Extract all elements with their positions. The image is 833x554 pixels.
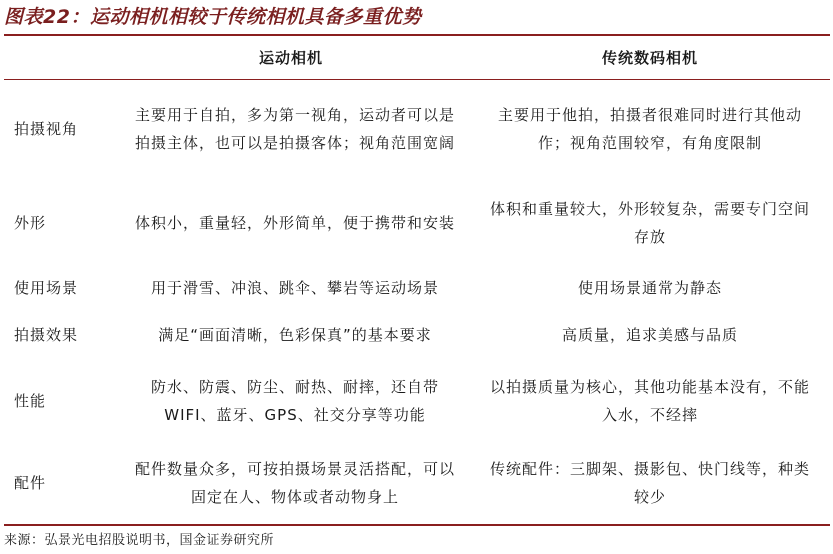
sport-cell	[112, 310, 470, 360]
header-label	[4, 36, 112, 79]
table-row	[4, 310, 830, 360]
sport-cell	[112, 360, 470, 442]
figure-title: 图表22：运动相机相较于传统相机具备多重优势	[4, 6, 422, 28]
traditional-cell	[470, 442, 830, 524]
traditional-cell	[470, 360, 830, 442]
row-label: 拍摄视角	[14, 120, 79, 138]
bottom-rule	[4, 524, 830, 526]
sport-cell	[112, 179, 470, 266]
traditional-cell	[470, 310, 830, 360]
comparison-table	[4, 36, 830, 524]
sport-text: 满足“画面清晰，色彩保真”的基本要求	[158, 326, 432, 344]
table-row	[4, 179, 830, 266]
sport-text: 体积小，重量轻，外形简单，便于携带和安装	[134, 213, 455, 232]
traditional-text: 以拍摄质量为核心，其他功能基本没有，不能入水，不经摔	[489, 378, 810, 424]
sport-text: 配件数量众多，可按拍摄场景灵活搭配，可以固定在人、物体或者动物身上	[134, 460, 455, 506]
traditional-text: 高质量，追求美感与品质	[561, 326, 738, 344]
row-label: 使用场景	[14, 279, 79, 297]
sport-cell	[112, 266, 470, 310]
row-label: 拍摄效果	[14, 326, 79, 344]
table-row	[4, 79, 830, 179]
traditional-cell	[470, 179, 830, 266]
row-label: 性能	[14, 392, 47, 410]
row-label: 配件	[14, 474, 47, 492]
traditional-text: 主要用于他拍，拍摄者很难同时进行其他动作；视角范围较窄，有角度限制	[497, 106, 802, 152]
source-note: 来源：弘景光电招股说明书，国金证券研究所	[4, 533, 275, 548]
table-row	[4, 360, 830, 442]
traditional-text: 传统配件：三脚架、摄影包、快门线等，种类较少	[489, 460, 810, 506]
traditional-cell	[470, 79, 830, 179]
sport-cell	[112, 79, 470, 179]
table-row	[4, 442, 830, 524]
sport-text: 防水、防震、防尘、耐热、耐摔，还自带WIFI、蓝牙、GPS、社交分享等功能	[150, 378, 439, 424]
traditional-cell	[470, 266, 830, 310]
table-row	[4, 266, 830, 310]
sport-text: 主要用于自拍，多为第一视角，运动者可以是拍摄主体，也可以是拍摄客体；视角范围宽阔	[134, 106, 455, 152]
sport-text: 用于滑雪、冲浪、跳伞、攀岩等运动场景	[150, 279, 439, 297]
row-label: 外形	[14, 213, 47, 232]
header-traditional-camera: 传统数码相机	[601, 48, 698, 67]
traditional-text: 使用场景通常为静态	[577, 279, 722, 297]
table-header-row	[4, 36, 830, 79]
header-sport-camera: 运动相机	[258, 48, 323, 67]
sport-cell	[112, 442, 470, 524]
traditional-text: 体积和重量较大，外形较复杂，需要专门空间存放	[489, 199, 810, 246]
